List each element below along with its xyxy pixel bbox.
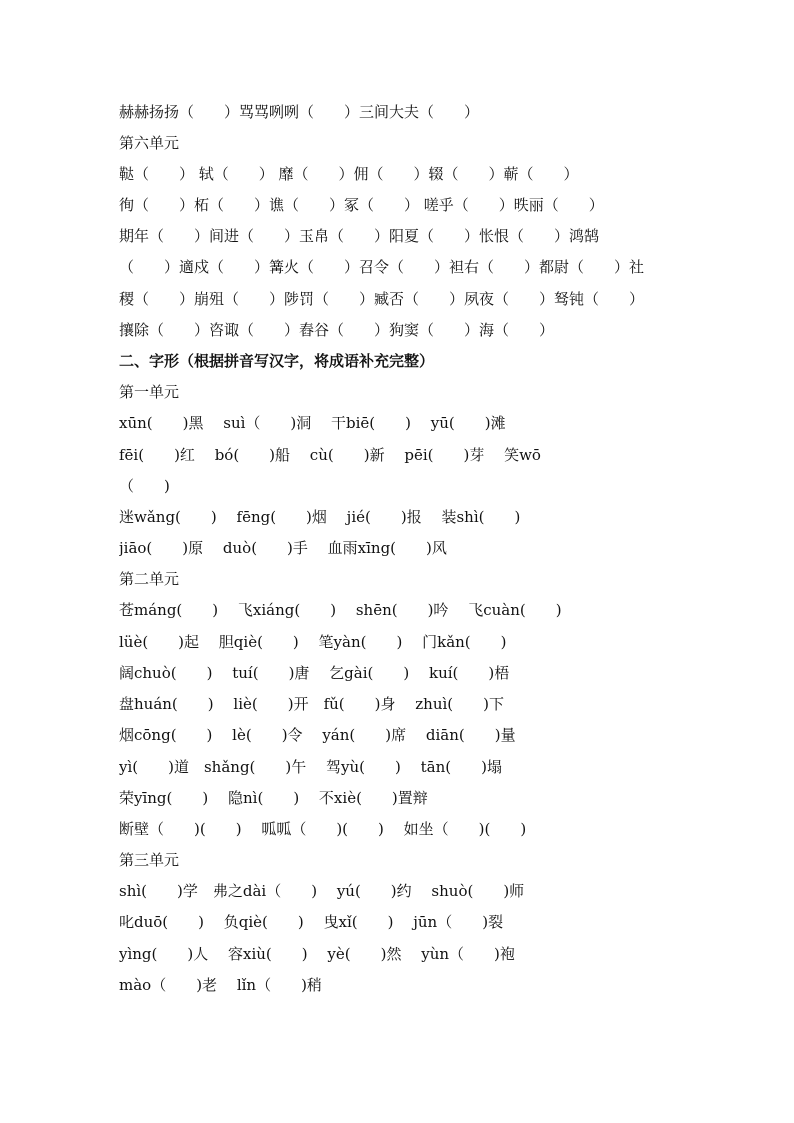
text-line: 荣yīng( ) 隐nì( ) 不xiè( )置辩: [119, 789, 428, 807]
text-line: jiāo( )原 duò( )手 血雨xīng( )风: [119, 539, 447, 557]
text-line: xūn( )黑 suì（ )洞 干biē( ) yū( )滩: [119, 414, 506, 432]
section-heading: 二、字形（根据拼音写汉字，将成语补充完整）: [119, 352, 435, 370]
text-line: 稷（ ）崩殂（ ）陟罚（ ）臧否（ ）夙夜（ ）驽钝（ ）: [119, 290, 645, 308]
text-line: mào（ )老 lǐn（ )稍: [119, 976, 322, 994]
text-line: yìng( )人 容xiù( ) yè( )然 yùn（ )袍: [119, 945, 515, 963]
section-title-unit-3: 第三单元: [119, 851, 180, 869]
text-line: （ ）適戍（ ）篝火（ ）召令（ ）袒右（ ）都尉（ ）社: [119, 258, 645, 276]
text-line: （ ): [119, 477, 170, 495]
text-line: yì( )道 shǎng( )午 驾yù( ) tān( )塌: [119, 758, 502, 776]
text-line: 期年（ ）间进（ ）玉帛（ ）阳夏（ ）怅恨（ ）鸿鹄: [119, 227, 600, 245]
text-line: 苍máng( ) 飞xiáng( ) shēn( )吟 飞cuàn( ): [119, 601, 562, 619]
text-line: lüè( )起 胆qiè( ) 笔yàn( ) 门kǎn( ): [119, 633, 507, 651]
text-line: 鞑（ ） 轼（ ） 靡（ ）佣（ ）辍（ ）蕲（ ）: [119, 165, 579, 183]
text-line: 烟cōng( ) lè( )令 yán( )席 diān( )量: [119, 726, 516, 744]
text-line: 赫赫扬扬（ ）骂骂咧咧（ ）三间大夫（ ）: [119, 103, 480, 121]
text-line: 叱duō( ) 负qiè( ) 曳xǐ( ) jūn（ )裂: [119, 913, 504, 931]
text-line: 断壁（ )( ) 呱呱（ )( ) 如坐（ )( ): [119, 820, 527, 838]
text-line: 攘除（ ）咨诹（ ）舂谷（ ）狗窦（ ）海（ ）: [119, 321, 555, 339]
section-title-unit-6: 第六单元: [119, 134, 180, 152]
section-title-unit-2: 第二单元: [119, 570, 180, 588]
section-title-unit-1: 第一单元: [119, 383, 180, 401]
text-line: 迷wǎng( ) fēng( )烟 jié( )报 装shì( ): [119, 508, 521, 526]
text-line: 徇（ ）柘（ ）谯（ ）冢（ ） 嗟乎（ ）昳丽（ ）: [119, 196, 604, 214]
text-line: fēi( )红 bó( )船 cù( )新 pēi( )芽 笑wō: [119, 446, 541, 464]
text-line: 阔chuò( ) tuí( )唐 乞gài( ) kuí( )梧: [119, 664, 510, 682]
text-line: shì( )学 弗之dài（ ) yú( )约 shuò( )师: [119, 882, 525, 900]
text-line: 盘huán( ) liè( )开 fǔ( )身 zhuì( )下: [119, 695, 504, 713]
